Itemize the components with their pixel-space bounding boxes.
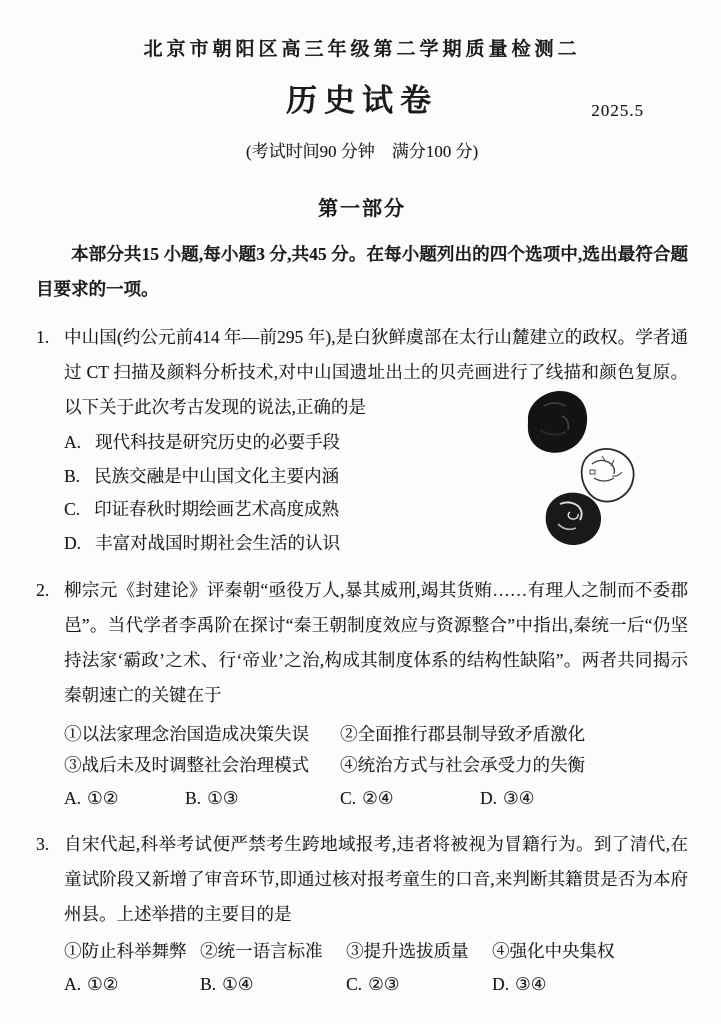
exam-info: (考试时间90 分钟 满分100 分) [245,142,479,161]
option-label: C. [64,499,81,519]
option-text: ①③ [207,788,239,808]
question-2-option-d [480,783,688,814]
paper-title: 历史试卷 [286,83,438,118]
question-2-option-b [185,783,340,814]
option-label: A. [64,974,82,994]
question-3-option-c [346,969,492,1000]
section-instructions: 本部分共15 小题,每小题3 分,共45 分。在每小题列出的四个选项中,选出最符合题目要求的一项。 [36,244,688,299]
question-2-body [36,573,688,814]
question-3-sub-items [64,936,688,967]
question-2-option-c [340,783,480,814]
title-row [36,75,688,123]
sub-item-2: ②全面推行郡县制导致矛盾激化 [340,724,585,744]
question-3-option-b [200,969,346,1000]
sub-item-4: ④强化中央集权 [492,941,615,961]
option-label: A. [64,788,82,808]
question-1-option-a [64,426,688,460]
question-3-body [36,827,688,1000]
option-text: ②④ [362,788,394,808]
option-text: ②③ [368,974,400,994]
option-text: 现代科技是研究历史的必要手段 [95,432,341,452]
question-3-number: 3. [36,834,50,854]
option-label: B. [64,465,81,486]
question-3-option-d [492,969,688,1000]
question-1-option-b [64,460,688,494]
question-3 [36,827,688,1000]
option-label: A. [64,432,82,452]
option-text: ①② [87,974,119,994]
option-label: D. [480,788,498,808]
question-1 [36,320,688,560]
sub-item-1: ①以法家理念治国造成决策失误 [64,724,309,744]
question-3-option-a [64,969,200,1000]
option-label: C. [340,788,357,808]
exam-header-line: 北京市朝阳区高三年级第二学期质量检测二 [143,39,581,60]
question-1-options [64,426,688,560]
option-text: 丰富对战国时期社会生活的认识 [95,532,341,553]
option-text: ①④ [222,974,254,994]
option-text: ①② [87,788,119,808]
question-3-options [64,969,688,1000]
question-2-number: 2. [36,580,50,600]
question-2-options [64,783,688,814]
sub-item-1: ①防止科举舞弊 [64,941,187,961]
question-2-option-a [64,783,185,814]
page-content [36,34,688,1000]
question-2-sub-items [64,719,688,781]
sub-item-3: ③战后未及时调整社会治理模式 [64,755,309,775]
sub-item-2: ②统一语言标准 [200,941,323,961]
option-label: B. [185,788,202,808]
sub-item-4: ④统治方式与社会承受力的失衡 [340,755,585,775]
question-1-option-d [64,527,688,561]
question-1-stem: 中山国(约公元前414 年—前295 年),是白狄鲜虞部在太行山麓建立的政权。学者通过 CT 扫描及颜料分析技术,对中山国遗址出土的贝壳画进行了线描和颜色复原。以下关于此次考古发现的说法,正确的是 [64,327,688,417]
option-text: ③④ [503,788,535,808]
question-1-option-c [64,493,688,527]
question-2 [36,573,688,814]
sub-item-3: ③提升选拔质量 [346,941,469,961]
option-text: ③④ [515,974,547,994]
option-label: D. [64,532,82,553]
question-3-stem: 自宋代起,科举考试便严禁考生跨地域报考,违者将被视为冒籍行为。到了清代,在童试阶段又新增了审音环节,即通过核对报考童生的口音,来判断其籍贯是否为本府州县。上述举措的主要目的是 [64,834,688,924]
section-title: 第一部分 [318,198,406,220]
option-text: 印证春秋时期绘画艺术高度成熟 [94,499,340,519]
option-label: D. [492,974,510,994]
question-1-body [36,320,688,560]
option-text: 民族交融是中山国文化主要内涵 [94,465,340,486]
question-1-number: 1. [36,327,50,347]
option-label: C. [346,974,363,994]
option-label: B. [200,974,217,994]
paper-date: 2025.5 [591,101,644,120]
question-2-stem: 柳宗元《封建论》评秦朝“亟役万人,暴其威刑,竭其货贿……有理人之制而不委郡邑”。当代学者李禹阶在探讨“秦王朝制度效应与资源整合”中指出,秦统一后“仍坚持法家‘霸政’之术、行‘帝业’之治,构成其制度体系的结构性缺陷”。两者共同揭示秦朝速亡的关键在于 [64,580,688,705]
